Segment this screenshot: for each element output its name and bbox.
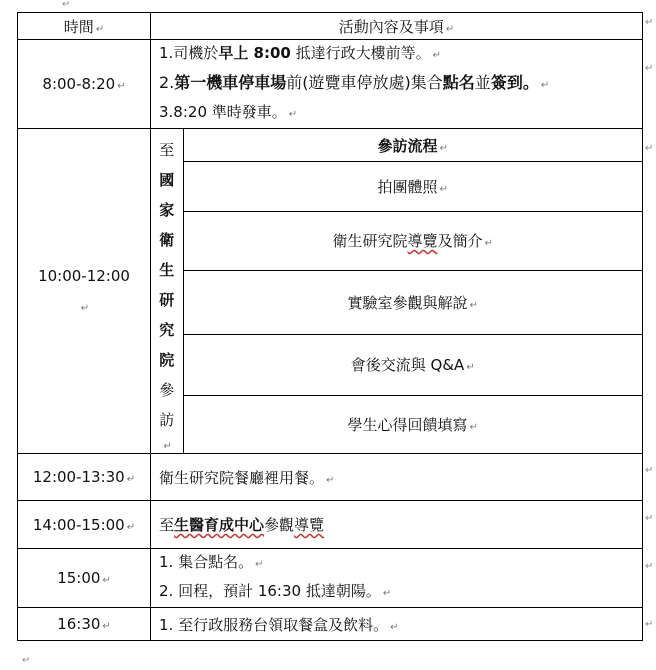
return-mark: ↵ xyxy=(645,143,654,154)
vertical-title-char: 至 xyxy=(159,141,175,159)
time-cell: 12:00-13:30 ↵ xyxy=(18,454,151,501)
return-mark: ↵ xyxy=(62,0,71,10)
schedule-row-center xyxy=(18,501,643,549)
time-cell: 14:00-15:00 ↵ xyxy=(18,501,151,549)
vertical-title-text: 至 國 家 衛 生 研 究 院 參 訪 ↵ xyxy=(151,135,183,453)
vertical-title-char: 衛 xyxy=(159,231,175,249)
vertical-title xyxy=(151,129,183,453)
activity-line: 1.司機於早上 8:00 抵達行政大樓前等。 ↵ xyxy=(159,44,442,62)
vertical-title-char: 院 xyxy=(159,351,175,369)
header-row xyxy=(18,13,643,40)
return-mark: ↵ xyxy=(645,63,654,74)
return-mark: ↵ xyxy=(22,655,31,666)
vertical-title-char: 國 xyxy=(159,171,175,189)
visit-table xyxy=(151,129,642,453)
schedule-row-return xyxy=(18,549,643,608)
vertical-title-char: 參 xyxy=(159,381,175,399)
vertical-title-char: 究 xyxy=(159,321,175,339)
flow-item-lab: 實驗室參觀與解說 ↵ xyxy=(183,270,642,334)
activity-line: 2. 回程，預計 16:30 抵達朝陽。 ↵ xyxy=(159,582,392,600)
vertical-title-char: 訪 xyxy=(159,411,175,429)
activity-line: 3.8:20 準時發車。 ↵ xyxy=(159,103,298,121)
activity-cell: 1. 至行政服務台領取餐盒及飲料。 ↵ xyxy=(151,608,643,641)
time-cell: 15:00 ↵ xyxy=(18,549,151,608)
return-mark: ↵ xyxy=(645,17,654,28)
header-time: 時間 ↵ xyxy=(18,13,151,40)
flow-item-photo: 拍團體照 ↵ xyxy=(183,162,642,211)
activity-cell xyxy=(151,549,643,608)
flow-item-qa: 會後交流與 Q&A ↵ xyxy=(183,334,642,396)
time-cell: 16:30 ↵ xyxy=(18,608,151,641)
schedule-row-meal xyxy=(18,608,643,641)
schedule-row-lunch xyxy=(18,454,643,501)
return-mark: ↵ xyxy=(645,619,654,630)
flow-item-feedback: 學生心得回饋填寫 ↵ xyxy=(347,416,478,435)
schedule-row-visit xyxy=(18,129,643,454)
activity-line: 2.第一機車停車場前(遊覽車停放處)集合點名並簽到。 ↵ xyxy=(159,73,550,92)
header-activity: 活動內容及事項 ↵ xyxy=(151,13,643,40)
activity-cell: 衛生研究院餐廳裡用餐。 ↵ xyxy=(151,454,643,501)
activity-cell xyxy=(151,40,643,129)
time-cell: 8:00-8:20 ↵ xyxy=(18,40,151,129)
flow-item-tour: 衛生研究院導覽及簡介 ↵ xyxy=(183,211,642,270)
activity-cell xyxy=(151,129,643,454)
flow-title: 參訪流程 ↵ xyxy=(183,129,642,162)
return-mark: ↵ xyxy=(645,465,654,476)
vertical-title-char: 研 xyxy=(159,291,175,309)
schedule-table xyxy=(17,12,643,641)
vertical-title-char: 生 xyxy=(159,261,175,279)
return-mark: ↵ xyxy=(645,513,654,524)
schedule-row-departure xyxy=(18,40,643,129)
time-cell: 10:00-12:00 ↵ xyxy=(18,129,151,454)
activity-line: 1. 集合點名。 ↵ xyxy=(159,553,264,571)
activity-cell: 至生醫育成中心參觀導覽 xyxy=(151,501,643,549)
vertical-title-char: 家 xyxy=(159,201,175,219)
return-mark: ↵ xyxy=(645,561,654,572)
